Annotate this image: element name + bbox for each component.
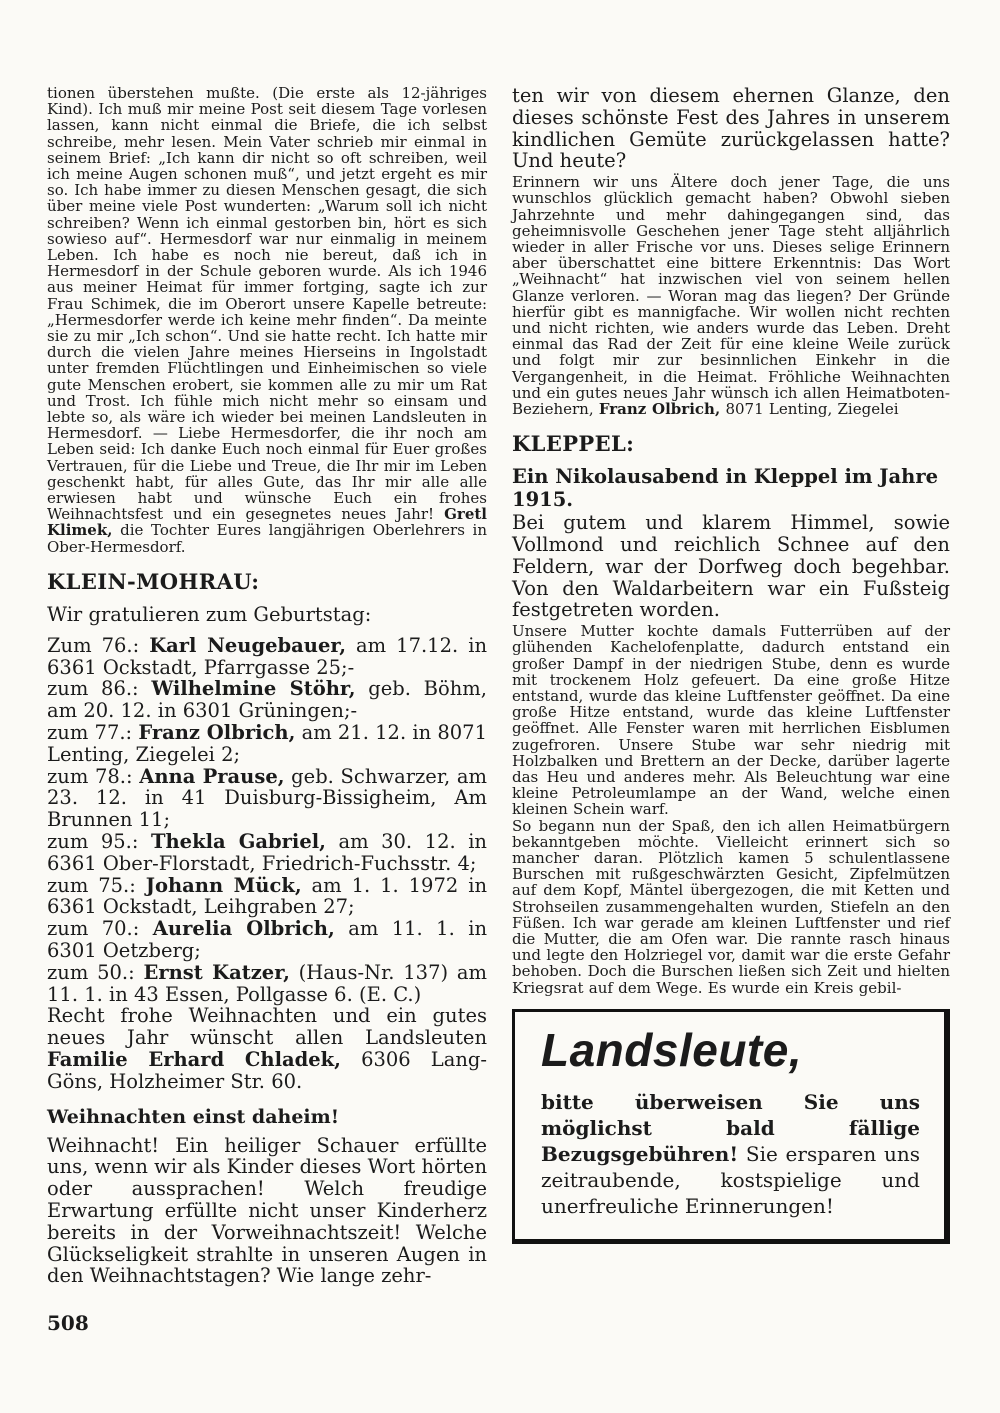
hermesdorf-letter-continuation: tionen überstehen mußte. (Die erste als 12-jähriges Kind). Ich muß mir meine Post seit diesem Tage vorlesen lassen, kann nicht einmal die Briefe, die ich selbst schreibe, mehr lesen. Mein Vater schrieb mir einmal in seinem Brief: „Ich kann dir nicht so oft schreiben, weil ich meine Augen schonen muß“, und jetzt ergeht es mir so. Ich habe immer zu diesen Menschen gesagt, die sich über meine viele Post wunderten: „Warum soll ich nicht schreiben? Wenn ich einmal gestorben bin, hört es sich sowieso auf“. Hermesdorf war nur einmalig in meinem Leben. Ich habe es noch nie bereut, daß ich in Hermesdorf in der Schule geboren wurde. Als ich 1946 aus meiner Heimat für immer fortging, sagte ich zur Frau Schimek, die im Oberort unsere Kapelle betreute: „Hermesdorfer werde ich keine mehr finden“. Da meinte sie zu mir „Ich schon“. Und sie hatte recht. Ich hatte mir durch die vielen Jahre meines Hierseins in Ingolstadt unter fremden Flüchtlingen und Einheimischen so viele gute Menschen erobert, sie kommen alle zu mir um Rat und Trost. Ich fühle mich nicht mehr so einsam und lebte so, als wäre ich wieder bei meinen Landsleuten in Hermesdorf. — Liebe Hermesdorfer, die ihr noch am Leben seid: Ich danke Euch noch einmal für Euer großes Vertrauen, für die Liebe und Treue, die Ihr mir im Leben geschenkt habt, für alles Gute, das Ihr mir alle alle erwiesen habt und wünsche Euch ein frohes Weihnachtsfest und ein gesegnetes neues Jahr! Gretl Klimek, die Tochter Eures langjährigen Oberlehrers in Ober-Hermesdorf. bbox=[47, 84, 487, 556]
subscription-notice-box bbox=[512, 1009, 950, 1244]
section-heading-kleppel: KLEPPEL: bbox=[512, 431, 635, 457]
greeting-entry: Recht frohe Weihnachten und ein gutes neues Jahr wünscht allen Landsleuten Familie Erhard Chladek, 6306 Lang-Göns, Holzheimer Str. 60. bbox=[47, 1004, 487, 1093]
birthday-entry: Zum 76.: Karl Neugebauer, am 17.12. in 6361 Ockstadt, Pfarrgasse 25;- bbox=[47, 633, 487, 679]
birthday-entry: zum 75.: Johann Mück, am 1. 1. 1972 in 6361 Ockstadt, Leihgraben 27; bbox=[47, 873, 487, 919]
glanze-continuation-paragraph: ten wir von diesem ehernen Glanze, den dieses schönste Fest des Jahres in unserem kindlichen Gemüte zurückgelassen hatte? Und heute? bbox=[512, 84, 950, 173]
birthday-entry: zum 95.: Thekla Gabriel, am 30. 12. in 6361 Ober-Florstadt, Friedrich-Fuchsstr. 4; bbox=[47, 830, 487, 875]
birthday-entry: zum 70.: Aurelia Olbrich, am 11. 1. in 6301 Oetzberg; bbox=[47, 917, 488, 963]
notice-title: Landsleute, bbox=[541, 1023, 803, 1076]
two-column-layout bbox=[47, 85, 950, 1335]
page-number: 508 bbox=[47, 1311, 89, 1336]
birthday-entry: zum 77.: Franz Olbrich, am 21. 12. in 8071 Lenting, Ziegelei 2; bbox=[47, 721, 487, 766]
kleppel-paragraph: So begann nun der Spaß, den ich allen Heimatbürgern bekanntgeben möchte. Vielleicht erinnert sich so mancher daran. Plötzlich kamen 5 schulentlassene Burschen mit rußgeschwärzten Gesicht, Zipfelmützen auf dem Kopf, Mäntel übergezogen, die mit Ketten und Strohseilen zusammengehalten wurden, Stiefeln an den Füßen. Ich war gerade am kleinen Luftfenster und rief die Mutter, die am Ofen war. Die rannte rasch hinaus und legte den Holzriegel vor, damit war die erste Gefahr behoben. Doch die Burschen ließen sich Zeit und hielten Kriegsrat auf dem Wege. Es wurde ein Kreis gebil- bbox=[512, 816, 950, 997]
weihnachten-paragraph: Weihnacht! Ein heiliger Schauer erfüllte uns, wenn wir als Kinder dieses Wort hörten oder aussprachen! Welch freudige Erwartung erfüllte nicht unser Kinderherz bereits in der Vorweihnachtszeit! Welche Glückseligkeit strahlte in unseren Augen in den Weihnachtstagen? Wie lange zehr- bbox=[47, 1133, 487, 1288]
kleppel-intro-paragraph: Bei gutem und klarem Himmel, sowie Vollmond und reichlich Schnee auf den Feldern, war der Dorfweg doch begehbar. Von den Waldarbeitern war ein Fußsteig festgetreten worden. bbox=[512, 511, 950, 622]
kleppel-paragraph: Unsere Mutter kochte damals Futterrüben auf der glühenden Kachelofenplatte, dadurch entstand ein großer Dampf in der niedrigen Stube, denn es wurde mit trockenem Holz gefeuert. Da eine große Hitze entstand, wurde das kleine Luftfenster geöffnet. Da eine große Hitze entstand, wurde das kleine Luftfenster geöffnet. Alle Fenster waren mit herrlichen Eisblumen zugefroren. Unsere Stube war sehr niedrig mit Holzbalken und Brettern an der Decke, darüber lagerte das Heu und anderes mehr. Als Beleuchtung war eine kleine Petroleumlampe an der Wand, welche einen kleinen Schein warf. bbox=[512, 622, 950, 819]
left-column bbox=[47, 85, 487, 1335]
birthday-entry: zum 50.: Ernst Katzer, (Haus-Nr. 137) am 11. 1. in 43 Essen, Pollgasse 6. (E. C.) bbox=[47, 960, 487, 1006]
article-heading-weihnachten-einst-daheim: Weihnachten einst daheim! bbox=[47, 1105, 340, 1128]
notice-body: bitte überweisen Sie uns möglichst bald fällige Bezugsgebühren! Sie ersparen uns zeitraubende, kostspielige und unerfreuliche Erinnerungen! bbox=[541, 1090, 920, 1219]
article-subheading-nikolausabend: Ein Nikolausabend in Kleppel im Jahre 1915. bbox=[512, 465, 939, 511]
birthday-intro: Wir gratulieren zum Geburtstag: bbox=[47, 602, 372, 626]
birthday-entry: zum 78.: Anna Prause, geb. Schwarzer, am 23. 12. in 41 Duisburg-Bissigheim, Am Brunnen 11; bbox=[47, 764, 487, 832]
right-column bbox=[512, 85, 950, 1335]
erinnern-paragraph: Erinnern wir uns Ältere doch jener Tage, die uns wunschlos glücklich gemacht haben? Obwohl sieben Jahrzehnte und mehr dahingegangen sind, das geheimnisvolle Geschehen jener Tage steht alljährlich wieder in aller Frische vor uns. Dieses selige Erinnern aber überschattet eine bittere Erkenntnis: Das Wort „Weihnacht“ hat inzwischen viel von seinem hellen Glanze verloren. — Woran mag das liegen? Der Gründe hierfür gibt es mannigfache. Wir wollen nicht rechten und nicht richten, wie anders wurde das Leben. Dreht einmal das Rad der Zeit für eine kleine Weile zurück und folgt mir zur besinnlichen Einkehr in die Vergangenheit, in die Heimat. Fröhliche Weihnachten und ein gutes neues Jahr wünsch ich allen Heimatboten-Beziehern, Franz Olbrich, 8071 Lenting, Ziegelei bbox=[512, 173, 950, 419]
section-heading-klein-mohrau: KLEIN-MOHRAU: bbox=[47, 568, 260, 594]
birthday-entry: zum 86.: Wilhelmine Stöhr, geb. Böhm, am 20. 12. in 6301 Grüningen;- bbox=[47, 677, 487, 723]
